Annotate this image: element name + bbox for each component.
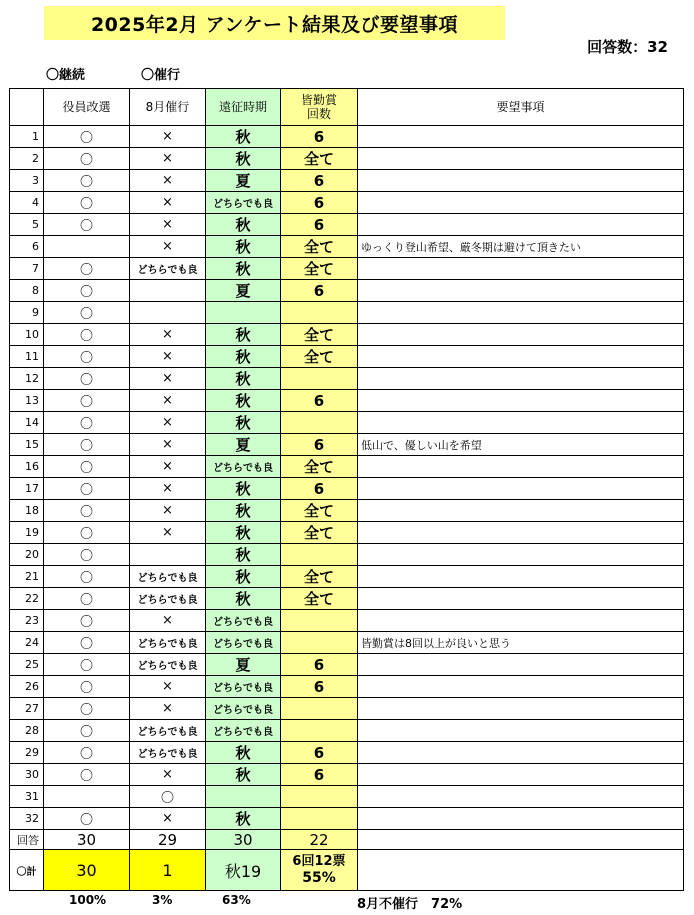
august-event-cell: × [130, 522, 206, 544]
officer-election-cell: 〇 [44, 280, 130, 302]
request-cell [358, 742, 684, 764]
trip-season-cell: 秋 [206, 368, 281, 390]
request-cell [358, 192, 684, 214]
row-number: 15 [10, 434, 44, 456]
request-cell [358, 676, 684, 698]
attendance-award-cell [281, 412, 358, 434]
august-event-cell: × [130, 808, 206, 830]
officer-election-cell: 〇 [44, 390, 130, 412]
attendance-award-cell: 全て [281, 456, 358, 478]
attendance-award-cell: 全て [281, 148, 358, 170]
row-number: 27 [10, 698, 44, 720]
attendance-award-cell [281, 368, 358, 390]
trip-season-cell: 秋 [206, 126, 281, 148]
request-cell [358, 214, 684, 236]
officer-election-cell: 〇 [44, 654, 130, 676]
officer-election-cell: 〇 [44, 544, 130, 566]
august-event-cell: × [130, 434, 206, 456]
trip-season-cell: 夏 [206, 170, 281, 192]
table-row [10, 126, 684, 148]
attendance-award-cell [281, 302, 358, 324]
attendance-award-cell [281, 544, 358, 566]
attendance-award-cell: 6 [281, 170, 358, 192]
trip-season-cell: 秋 [206, 390, 281, 412]
request-cell [358, 698, 684, 720]
attendance-award-cell: 6 [281, 214, 358, 236]
officer-election-cell: 〇 [44, 148, 130, 170]
request-cell [358, 456, 684, 478]
officer-election-cell: 〇 [44, 676, 130, 698]
august-event-cell: × [130, 192, 206, 214]
trip-season-cell: 秋 [206, 742, 281, 764]
total-label: 〇計 [10, 850, 44, 891]
request-cell [358, 368, 684, 390]
trip-season-cell: どちらでも良 [206, 192, 281, 214]
august-event-cell: × [130, 126, 206, 148]
attendance-award-cell [281, 808, 358, 830]
header-trip-season: 遠征時期 [206, 89, 281, 126]
august-event-cell: どちらでも良 [130, 742, 206, 764]
august-event-cell: × [130, 500, 206, 522]
row-number: 4 [10, 192, 44, 214]
table-row [10, 742, 684, 764]
table-row [10, 302, 684, 324]
officer-election-cell: 〇 [44, 258, 130, 280]
row-number: 29 [10, 742, 44, 764]
total-award-votes: 6回12票 [292, 854, 346, 869]
trip-season-cell: 秋 [206, 258, 281, 280]
percent-august: 3% [152, 893, 173, 907]
august-event-cell: どちらでも良 [130, 566, 206, 588]
request-cell [358, 478, 684, 500]
row-number: 18 [10, 500, 44, 522]
table-row [10, 170, 684, 192]
row-number: 19 [10, 522, 44, 544]
table-row [10, 368, 684, 390]
august-event-cell: 〇 [130, 786, 206, 808]
trip-season-cell: どちらでも良 [206, 676, 281, 698]
officer-election-cell: 〇 [44, 522, 130, 544]
attendance-award-cell: 6 [281, 676, 358, 698]
header-no [10, 89, 44, 126]
total-award-percent: 55% [302, 870, 336, 886]
august-event-cell: × [130, 346, 206, 368]
august-event-cell: × [130, 324, 206, 346]
table-row [10, 720, 684, 742]
august-event-cell [130, 302, 206, 324]
table-row [10, 192, 684, 214]
august-event-cell: どちらでも良 [130, 588, 206, 610]
table-row [10, 346, 684, 368]
officer-election-cell: 〇 [44, 478, 130, 500]
attendance-award-cell: 全て [281, 522, 358, 544]
total-august: 1 [130, 850, 206, 891]
officer-election-cell: 〇 [44, 192, 130, 214]
attendance-award-cell [281, 632, 358, 654]
row-number: 32 [10, 808, 44, 830]
table-row [10, 456, 684, 478]
header-row [10, 89, 684, 126]
trip-season-cell: 夏 [206, 654, 281, 676]
attendance-award-cell: 全て [281, 346, 358, 368]
trip-season-cell: 秋 [206, 764, 281, 786]
request-cell: 低山で、優しい山を希望 [358, 434, 684, 456]
officer-election-cell: 〇 [44, 302, 130, 324]
table-row [10, 214, 684, 236]
row-number: 2 [10, 148, 44, 170]
august-event-cell: × [130, 698, 206, 720]
request-cell [358, 346, 684, 368]
officer-election-cell: 〇 [44, 566, 130, 588]
august-event-cell: どちらでも良 [130, 258, 206, 280]
answer-count-row [10, 830, 684, 850]
attendance-award-cell: 6 [281, 654, 358, 676]
attendance-award-cell: 全て [281, 324, 358, 346]
officer-election-cell: 〇 [44, 324, 130, 346]
trip-season-cell: どちらでも良 [206, 632, 281, 654]
row-number: 13 [10, 390, 44, 412]
legend-continue: 〇継続 [46, 68, 86, 83]
trip-season-cell: どちらでも良 [206, 720, 281, 742]
answer-request [358, 830, 684, 850]
officer-election-cell: 〇 [44, 368, 130, 390]
header-requests: 要望事項 [358, 89, 684, 126]
table-row [10, 236, 684, 258]
survey-table [9, 88, 684, 891]
request-cell [358, 566, 684, 588]
august-event-cell: × [130, 676, 206, 698]
table-row [10, 280, 684, 302]
row-number: 28 [10, 720, 44, 742]
august-event-cell: × [130, 214, 206, 236]
officer-election-cell: 〇 [44, 808, 130, 830]
total-officer: 30 [44, 850, 130, 891]
request-cell [358, 302, 684, 324]
attendance-award-cell: 全て [281, 236, 358, 258]
attendance-award-cell: 6 [281, 390, 358, 412]
answer-award: 22 [281, 830, 358, 850]
august-event-cell: × [130, 610, 206, 632]
table-row [10, 786, 684, 808]
table-row [10, 566, 684, 588]
request-cell: 皆勤賞は8回以上が良いと思う [358, 632, 684, 654]
row-number: 23 [10, 610, 44, 632]
request-cell [358, 808, 684, 830]
august-event-cell: × [130, 368, 206, 390]
request-cell [358, 390, 684, 412]
table-row [10, 522, 684, 544]
august-event-cell: × [130, 478, 206, 500]
row-number: 25 [10, 654, 44, 676]
august-event-cell: × [130, 412, 206, 434]
officer-election-cell: 〇 [44, 720, 130, 742]
officer-election-cell [44, 236, 130, 258]
row-number: 30 [10, 764, 44, 786]
percent-no-august: 8月不催行 72% [357, 897, 463, 912]
table-row [10, 588, 684, 610]
row-number: 1 [10, 126, 44, 148]
request-cell [358, 720, 684, 742]
total-request [358, 850, 684, 891]
row-number: 31 [10, 786, 44, 808]
table-row [10, 434, 684, 456]
attendance-award-cell: 全て [281, 258, 358, 280]
header-attendance-award [281, 89, 358, 126]
request-cell [358, 170, 684, 192]
officer-election-cell: 〇 [44, 346, 130, 368]
attendance-award-cell: 6 [281, 742, 358, 764]
row-number: 12 [10, 368, 44, 390]
attendance-award-cell: 6 [281, 192, 358, 214]
attendance-award-cell: 6 [281, 126, 358, 148]
header-attendance-award-label: 皆勤賞 回数 [300, 93, 337, 121]
row-number: 3 [10, 170, 44, 192]
request-cell: ゆっくり登山希望、厳冬期は避けて頂きたい [358, 236, 684, 258]
attendance-award-cell [281, 720, 358, 742]
row-number: 7 [10, 258, 44, 280]
row-number: 10 [10, 324, 44, 346]
request-cell [358, 764, 684, 786]
table-row [10, 676, 684, 698]
total-row [10, 850, 684, 891]
header-officer-election: 役員改選 [44, 89, 130, 126]
august-event-cell: どちらでも良 [130, 720, 206, 742]
trip-season-cell: どちらでも良 [206, 698, 281, 720]
officer-election-cell: 〇 [44, 170, 130, 192]
table-row [10, 500, 684, 522]
row-number: 8 [10, 280, 44, 302]
trip-season-cell: どちらでも良 [206, 456, 281, 478]
request-cell [358, 544, 684, 566]
request-cell [358, 500, 684, 522]
table-row [10, 258, 684, 280]
answer-season: 30 [206, 830, 281, 850]
attendance-award-cell [281, 698, 358, 720]
request-cell [358, 324, 684, 346]
request-cell [358, 588, 684, 610]
officer-election-cell: 〇 [44, 632, 130, 654]
officer-election-cell: 〇 [44, 214, 130, 236]
trip-season-cell [206, 302, 281, 324]
trip-season-cell: 秋 [206, 522, 281, 544]
trip-season-cell: 秋 [206, 500, 281, 522]
trip-season-cell: 夏 [206, 280, 281, 302]
row-number: 9 [10, 302, 44, 324]
request-cell [358, 148, 684, 170]
row-number: 11 [10, 346, 44, 368]
august-event-cell [130, 544, 206, 566]
table-row [10, 148, 684, 170]
trip-season-cell: 秋 [206, 214, 281, 236]
officer-election-cell: 〇 [44, 764, 130, 786]
trip-season-cell: 秋 [206, 544, 281, 566]
row-number: 17 [10, 478, 44, 500]
trip-season-cell: 秋 [206, 412, 281, 434]
request-cell [358, 412, 684, 434]
august-event-cell: × [130, 236, 206, 258]
officer-election-cell [44, 786, 130, 808]
attendance-award-cell [281, 610, 358, 632]
table-row [10, 698, 684, 720]
request-cell [358, 786, 684, 808]
table-row [10, 654, 684, 676]
request-cell [358, 280, 684, 302]
trip-season-cell: 秋 [206, 236, 281, 258]
august-event-cell: × [130, 148, 206, 170]
table-row [10, 544, 684, 566]
trip-season-cell: 秋 [206, 324, 281, 346]
attendance-award-cell: 6 [281, 434, 358, 456]
officer-election-cell: 〇 [44, 456, 130, 478]
trip-season-cell [206, 786, 281, 808]
attendance-award-cell: 全て [281, 500, 358, 522]
header-august-event: 8月催行 [130, 89, 206, 126]
respondent-count: 回答数：32 [587, 38, 668, 56]
officer-election-cell: 〇 [44, 610, 130, 632]
august-event-cell: × [130, 390, 206, 412]
legend-hold: 〇催行 [141, 68, 181, 83]
table-row [10, 412, 684, 434]
row-number: 5 [10, 214, 44, 236]
officer-election-cell: 〇 [44, 588, 130, 610]
percent-season: 63% [222, 893, 251, 907]
officer-election-cell: 〇 [44, 412, 130, 434]
request-cell [358, 654, 684, 676]
august-event-cell: × [130, 170, 206, 192]
request-cell [358, 126, 684, 148]
trip-season-cell: 秋 [206, 346, 281, 368]
row-number: 21 [10, 566, 44, 588]
row-number: 24 [10, 632, 44, 654]
total-award [281, 850, 358, 891]
attendance-award-cell: 全て [281, 588, 358, 610]
trip-season-cell: 秋 [206, 478, 281, 500]
officer-election-cell: 〇 [44, 742, 130, 764]
august-event-cell: どちらでも良 [130, 632, 206, 654]
officer-election-cell: 〇 [44, 500, 130, 522]
answer-label: 回答 [10, 830, 44, 850]
row-number: 26 [10, 676, 44, 698]
row-number: 20 [10, 544, 44, 566]
answer-officer: 30 [44, 830, 130, 850]
row-number: 16 [10, 456, 44, 478]
table-row [10, 324, 684, 346]
sheet-title: 2025年2月 アンケート結果及び要望事項 [44, 6, 505, 40]
trip-season-cell: 夏 [206, 434, 281, 456]
answer-august: 29 [130, 830, 206, 850]
table-row [10, 390, 684, 412]
trip-season-cell: 秋 [206, 566, 281, 588]
august-event-cell: × [130, 456, 206, 478]
request-cell [358, 610, 684, 632]
officer-election-cell: 〇 [44, 126, 130, 148]
officer-election-cell: 〇 [44, 434, 130, 456]
attendance-award-cell: 6 [281, 478, 358, 500]
request-cell [358, 522, 684, 544]
row-number: 22 [10, 588, 44, 610]
trip-season-cell: 秋 [206, 588, 281, 610]
attendance-award-cell: 6 [281, 764, 358, 786]
table-row [10, 632, 684, 654]
trip-season-cell: どちらでも良 [206, 610, 281, 632]
august-event-cell: × [130, 764, 206, 786]
attendance-award-cell: 全て [281, 566, 358, 588]
request-cell [358, 258, 684, 280]
row-number: 6 [10, 236, 44, 258]
percent-officer: 100% [69, 893, 107, 907]
august-event-cell: どちらでも良 [130, 654, 206, 676]
table-row [10, 764, 684, 786]
trip-season-cell: 秋 [206, 808, 281, 830]
table-row [10, 808, 684, 830]
officer-election-cell: 〇 [44, 698, 130, 720]
table-row [10, 478, 684, 500]
attendance-award-cell [281, 786, 358, 808]
attendance-award-cell: 6 [281, 280, 358, 302]
table-row [10, 610, 684, 632]
trip-season-cell: 秋 [206, 148, 281, 170]
row-number: 14 [10, 412, 44, 434]
total-season: 秋19 [206, 850, 281, 891]
august-event-cell [130, 280, 206, 302]
